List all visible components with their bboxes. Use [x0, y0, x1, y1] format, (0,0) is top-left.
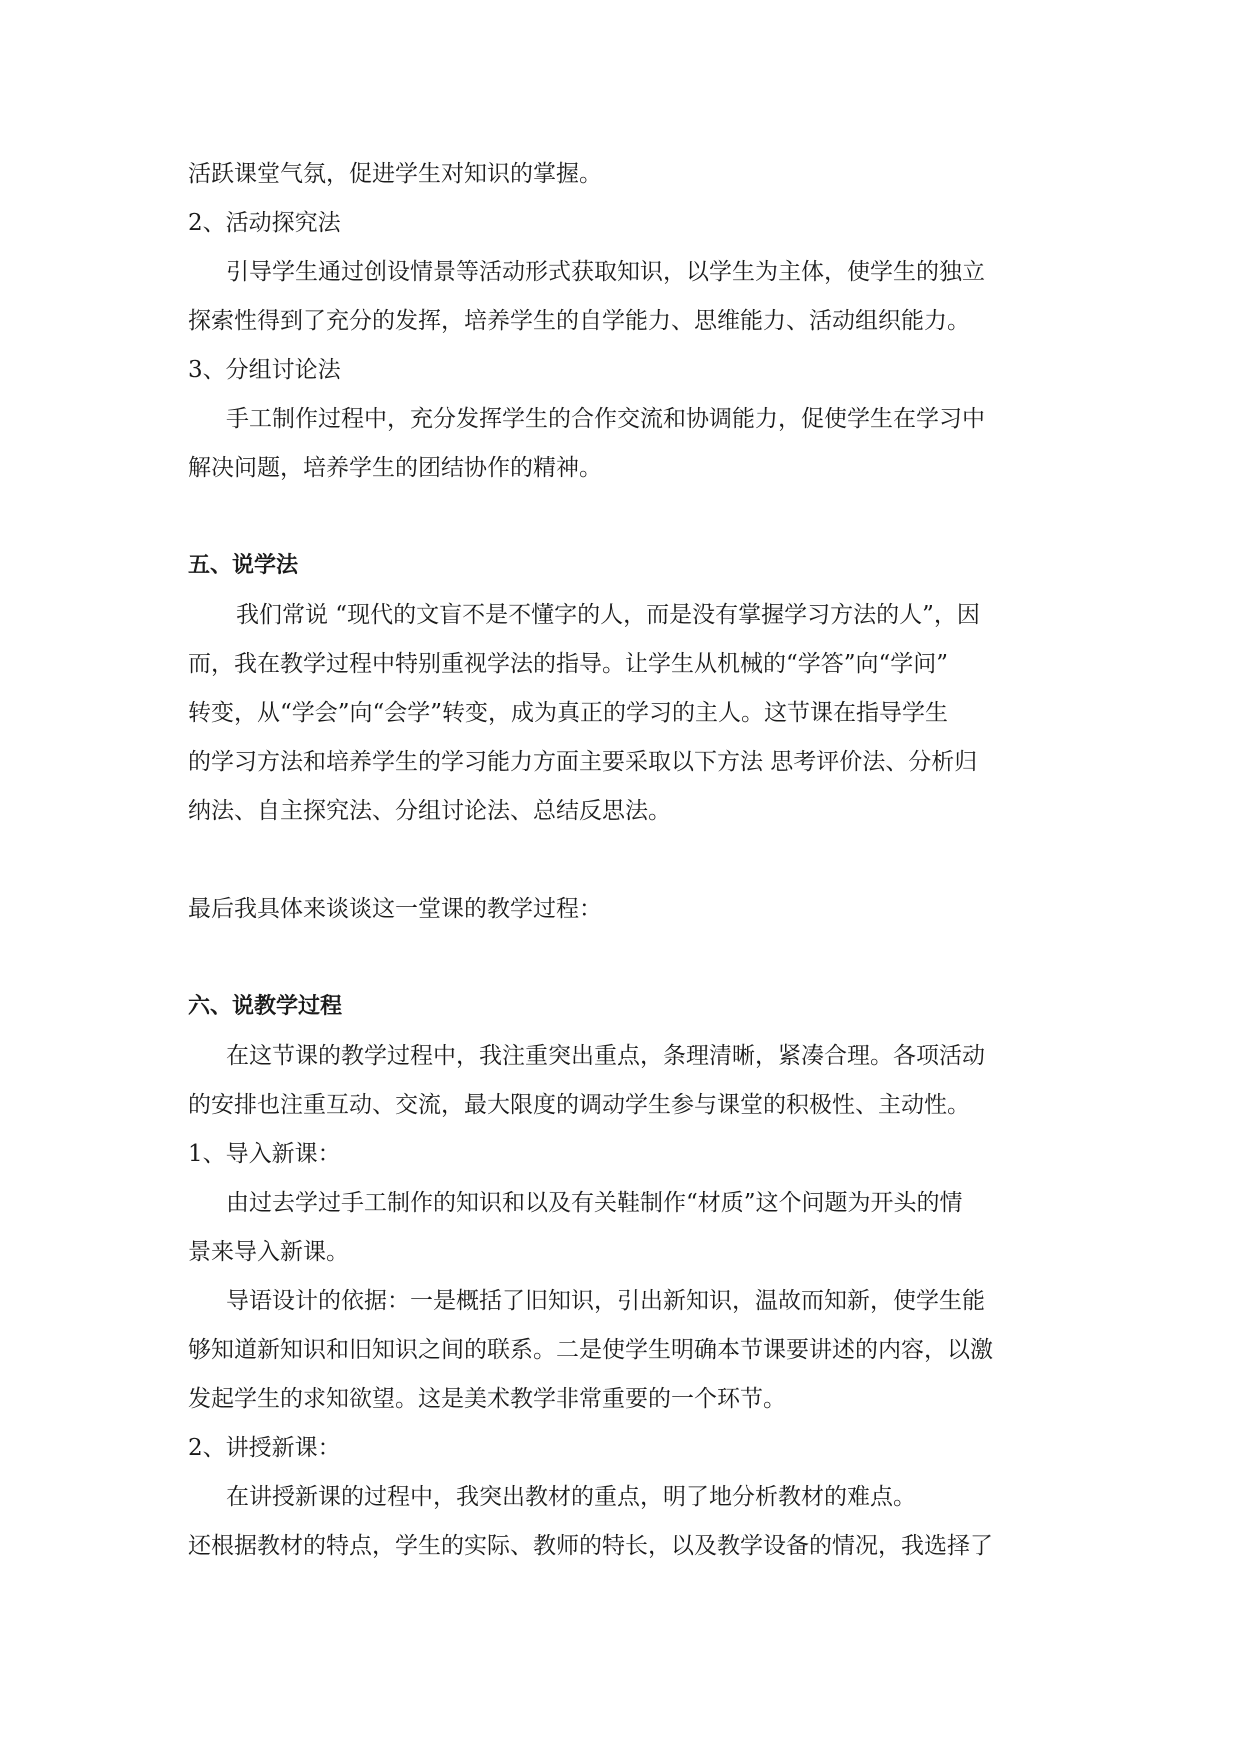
- paragraph-line: 手工制作过程中，充分发挥学生的合作交流和协调能力，促使学生在学习中: [226, 406, 985, 432]
- paragraph-line: 在这节课的教学过程中，我注重突出重点，条理清晰，紧凑合理。各项活动: [226, 1043, 985, 1069]
- paragraph-line: 引导学生通过创设情景等活动形式获取知识，以学生为主体，使学生的独立: [226, 259, 985, 285]
- subheading-group-discussion: 3、分组讨论法: [188, 357, 341, 383]
- subheading-teach-new-lesson: 2、讲授新课：: [188, 1435, 341, 1461]
- paragraph-line: 而，我在教学过程中特别重视学法的指导。让学生从机械的“学答”向“学问”: [188, 651, 949, 677]
- paragraph-line: 还根据教材的特点，学生的实际、教师的特长，以及教学设备的情况，我选择了: [188, 1533, 993, 1559]
- paragraph-line: 由过去学过手工制作的知识和以及有关鞋制作“材质”这个问题为开头的情: [226, 1190, 963, 1216]
- paragraph-line: 解决问题，培养学生的团结协作的精神。: [188, 455, 602, 481]
- section-heading-teaching-process: 六、说教学过程: [188, 994, 343, 1019]
- paragraph-line: 探索性得到了充分的发挥，培养学生的自学能力、思维能力、活动组织能力。: [188, 308, 970, 334]
- paragraph-line: 够知道新知识和旧知识之间的联系。二是使学生明确本节课要讲述的内容，以激: [188, 1337, 993, 1363]
- paragraph-line: 景来导入新课。: [188, 1239, 349, 1265]
- paragraph-line: 我们常说 “现代的文盲不是不懂字的人，而是没有掌握学习方法的人”，因: [236, 602, 980, 628]
- paragraph-line: 导语设计的依据：一是概括了旧知识，引出新知识，温故而知新，使学生能: [226, 1288, 985, 1314]
- paragraph-line: 纳法、自主探究法、分组讨论法、总结反思法。: [188, 798, 671, 824]
- paragraph-line: 的安排也注重互动、交流，最大限度的调动学生参与课堂的积极性、主动性。: [188, 1092, 970, 1118]
- subheading-activity-inquiry: 2、活动探究法: [188, 210, 341, 236]
- paragraph-line: 转变，从“学会”向“会学”转变，成为真正的学习的主人。这节课在指导学生: [188, 700, 949, 726]
- paragraph-line: 发起学生的求知欲望。这是美术教学非常重要的一个环节。: [188, 1386, 786, 1412]
- paragraph-line: 活跃课堂气氛，促进学生对知识的掌握。: [188, 161, 602, 187]
- paragraph-line: 最后我具体来谈谈这一堂课的教学过程：: [188, 896, 602, 922]
- section-heading-learning-methods: 五、说学法: [188, 553, 299, 578]
- paragraph-line: 的学习方法和培养学生的学习能力方面主要采取以下方法 思考评价法、分析归: [188, 749, 978, 775]
- paragraph-line: 在讲授新课的过程中，我突出教材的重点，明了地分析教材的难点。: [226, 1484, 916, 1510]
- subheading-introduce-lesson: 1、导入新课：: [188, 1141, 341, 1167]
